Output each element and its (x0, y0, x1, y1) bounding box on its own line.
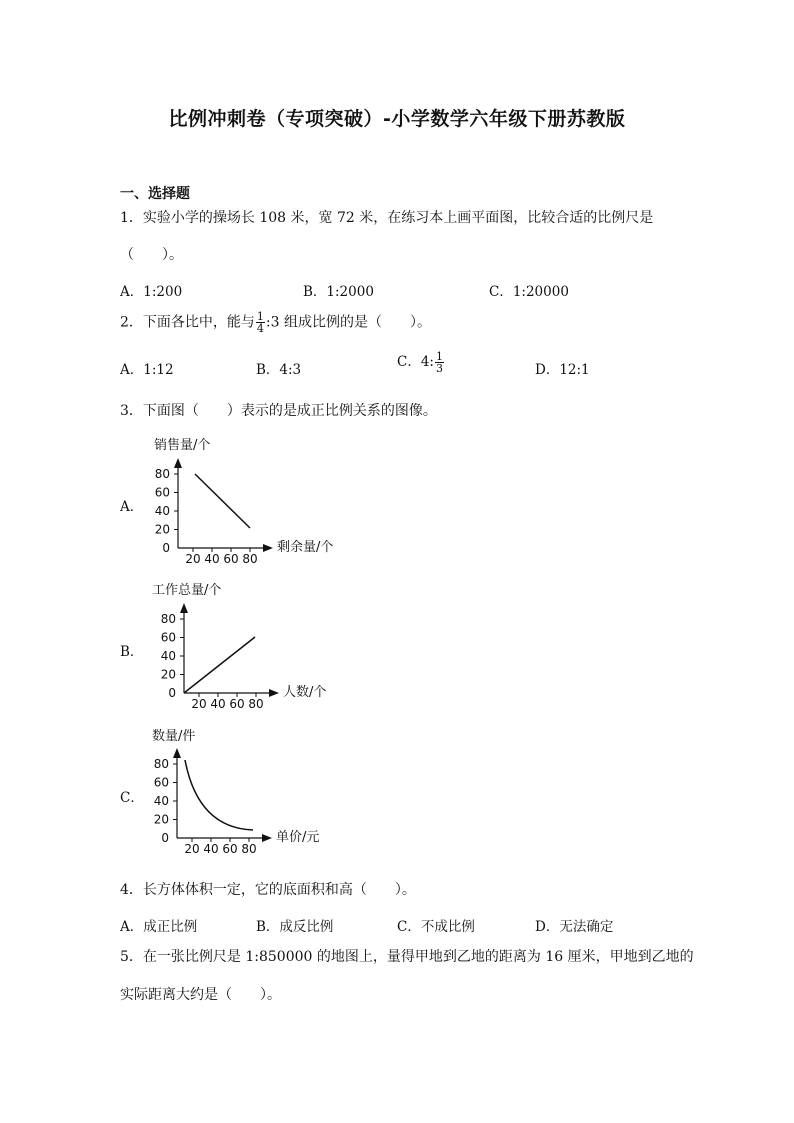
graph-c-ylabel: 数量/件 (152, 729, 196, 744)
q1-option-a: A．1:200 (120, 284, 183, 300)
q1-option-c: C．1:20000 (489, 284, 569, 300)
graph-c-curve (185, 760, 253, 830)
graph-b-ylabel: 工作总量/个 (152, 583, 222, 598)
graph-a-xtick-20: 20 (185, 552, 201, 566)
graph-c-label: C． (120, 790, 144, 806)
q2-frac-den: 4 (256, 322, 264, 335)
graph-a-xtick-60: 60 (223, 552, 239, 566)
graph-b-xtick-80: 80 (248, 697, 264, 711)
graph-a-ytick-20: 20 (154, 522, 170, 537)
q2-fraction (256, 311, 265, 334)
question-5-text: 5．在一张比例尺是 1:850000 的地图上，量得甲地到乙地的距离为 16 厘米，甲地到乙地的 (120, 949, 694, 965)
graph-c-y-arrow-icon (173, 748, 181, 758)
graph-a-ytick-60: 60 (154, 485, 170, 500)
q2-option-c-fraction (435, 351, 444, 374)
graph-c-xtick-60: 60 (222, 842, 238, 856)
q2-option-a: A．1:12 (120, 362, 174, 378)
question-4-text: 4．长方体体积一定，它的底面积和高（ ）。 (120, 882, 416, 898)
q2-optc-num: 1 (435, 350, 443, 363)
q4-option-a: A．成正比例 (120, 919, 198, 935)
graph-a-ylabel: 销售量/个 (154, 438, 211, 453)
graph-a-xtick-40: 40 (204, 552, 220, 566)
graph-a-ytick-0: 0 (162, 541, 170, 555)
graph-b-xtick-40: 40 (210, 697, 226, 711)
graph-a-line (195, 474, 250, 528)
question-2-text (120, 311, 431, 334)
question-1-text: 1．实验小学的操场长 108 米，宽 72 米，在练习本上画平面图，比较合适的比例尺是 (120, 210, 654, 226)
graph-b-x-arrow-icon (269, 689, 279, 697)
graph-a-x-arrow-icon (263, 544, 273, 552)
graph-c (140, 720, 360, 860)
graph-b-xtick-60: 60 (229, 697, 245, 711)
q2-suffix: :3 组成比例的是（ ）。 (265, 314, 431, 331)
q4-option-d: D．无法确定 (535, 919, 614, 935)
question-5-text-cont: 实际距离大约是（ ）。 (120, 987, 281, 1003)
graph-a-ytick-80: 80 (154, 467, 170, 481)
graph-c-ytick-80: 80 (153, 757, 169, 771)
graph-a-xtick-80: 80 (242, 552, 258, 566)
graph-a-y-arrow-icon (174, 458, 182, 468)
graph-b-ytick-0: 0 (168, 686, 176, 700)
graph-b-ytick-80: 80 (160, 612, 176, 626)
graph-b-ytick-20: 20 (160, 667, 176, 682)
q2-option-b: B．4:3 (256, 362, 302, 378)
q2-prefix: 2．下面各比中，能与 (120, 314, 255, 331)
graph-a (140, 430, 360, 570)
graph-c-x-arrow-icon (262, 834, 272, 842)
graph-b-y-arrow-icon (180, 603, 188, 613)
q1-option-b: B．1:2000 (303, 284, 374, 300)
graph-b-xlabel: 人数/个 (283, 685, 327, 700)
graph-c-xtick-80: 80 (241, 842, 257, 856)
graph-a-ytick-40: 40 (154, 504, 170, 518)
section-heading: 一、选择题 (120, 186, 190, 202)
graph-a-label: A． (120, 499, 144, 515)
graph-c-ytick-20: 20 (153, 812, 169, 827)
graph-b (140, 575, 360, 715)
page-title: 比例冲刺卷（专项突破）-小学数学六年级下册苏教版 (168, 108, 626, 130)
graph-c-xtick-40: 40 (203, 842, 219, 856)
q2-optc-den: 3 (435, 362, 443, 375)
question-1-text-cont: （ ）。 (120, 247, 183, 263)
graph-a-xlabel: 剩余量/个 (277, 540, 334, 555)
q4-option-b: B．成反比例 (256, 919, 334, 935)
graph-b-ytick-60: 60 (160, 630, 176, 645)
q2-option-d: D．12:1 (535, 362, 590, 378)
question-3-text: 3．下面图（ ）表示的是成正比例关系的图像。 (120, 403, 437, 419)
q2-option-c-prefix: C．4: (397, 354, 434, 370)
graph-c-xlabel: 单价/元 (276, 830, 320, 845)
graph-c-ytick-40: 40 (153, 794, 169, 808)
graph-b-line (184, 637, 255, 693)
q2-frac-num: 1 (256, 310, 264, 323)
q2-option-c (397, 350, 445, 374)
q4-option-c: C．不成比例 (397, 919, 475, 935)
graph-c-ytick-60: 60 (153, 775, 169, 790)
graph-b-xtick-20: 20 (191, 697, 207, 711)
graph-b-label: B． (120, 644, 144, 660)
graph-b-ytick-40: 40 (160, 649, 176, 663)
graph-c-ytick-0: 0 (161, 831, 169, 845)
graph-c-xtick-20: 20 (184, 842, 200, 856)
